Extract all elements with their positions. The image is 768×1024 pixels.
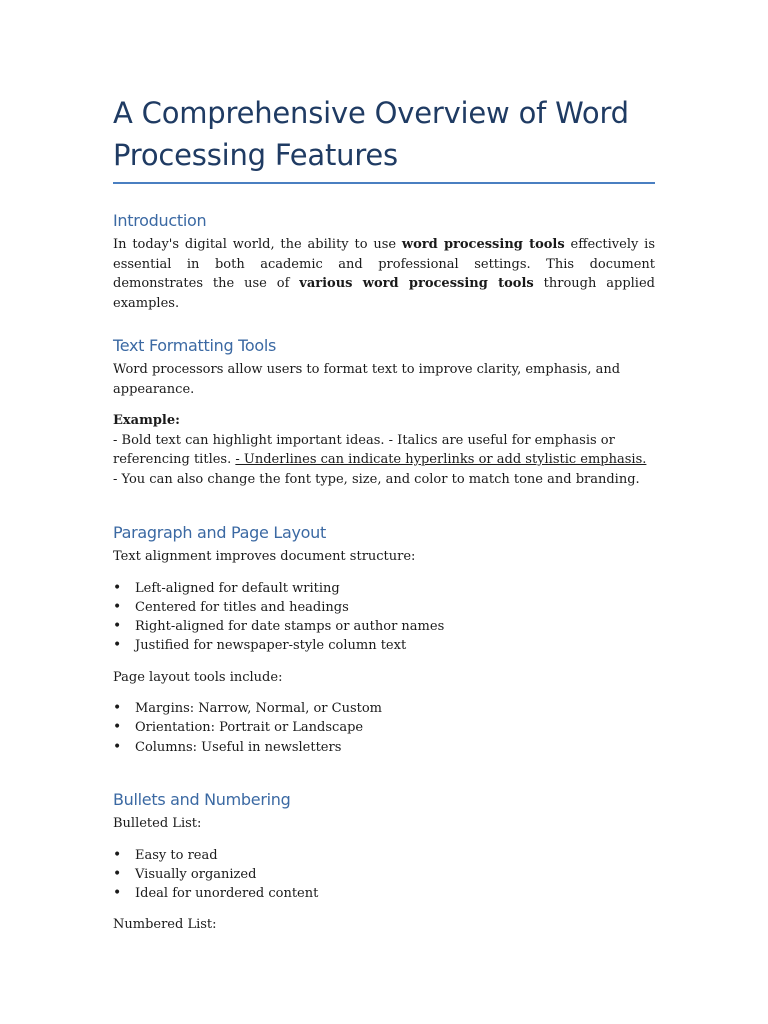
list-item-text: Ideal for unordered content — [135, 886, 319, 902]
example-line-2: - You can also change the font type, size, and color to match tone and branding. — [113, 471, 640, 487]
heading-layout: Paragraph and Page Layout — [113, 523, 326, 542]
list-item-text: Left-aligned for default writing — [135, 580, 340, 596]
heading-text-formatting: Text Formatting Tools — [113, 336, 277, 355]
alignment-list — [113, 579, 655, 656]
document-title: A Comprehensive Overview of Word Processing Features — [113, 92, 655, 184]
list-item-text: Columns: Useful in newsletters — [135, 739, 342, 755]
page-tools-list — [113, 699, 655, 757]
bullet-icon: • — [113, 865, 122, 882]
bullet-icon: • — [113, 846, 122, 863]
heading-introduction: Introduction — [113, 211, 207, 230]
list-item — [113, 884, 655, 903]
list-item-text: Justified for newspaper-style column text — [135, 638, 407, 654]
list-item — [113, 865, 655, 884]
list-item-text: Easy to read — [135, 847, 218, 863]
intro-bold-2: various word processing tools — [299, 276, 534, 291]
heading-bullets-numbering: Bullets and Numbering — [113, 790, 291, 810]
intro-text-3: through applied examples. — [113, 276, 655, 311]
example-label: Example: — [113, 413, 180, 428]
list-item — [113, 579, 655, 598]
bullet-icon: • — [113, 579, 122, 596]
intro-paragraph — [113, 235, 655, 313]
list-item-text: Right-aligned for date stamps or author names — [135, 619, 445, 635]
list-item-text: Orientation: Portrait or Landscape — [135, 720, 364, 736]
intro-text-1: In today's digital world, the ability to use — [113, 237, 402, 252]
text-formatting-description: Word processors allow users to format text to improve clarity, emphasis, and appearance. — [113, 362, 621, 397]
bulleted-list — [113, 846, 655, 904]
list-item — [113, 738, 655, 757]
list-item-text: Margins: Narrow, Normal, or Custom — [135, 701, 382, 717]
list-item-text: Visually organized — [135, 866, 257, 882]
example-line-1: - Bold text can highlight important ideas. - Italics are useful for emphasis or referencing titles. — [113, 432, 615, 467]
bullet-icon: • — [113, 598, 122, 615]
bullet-icon: • — [113, 637, 122, 654]
example-underlined: - Underlines can indicate hyperlinks or add stylistic emphasis. — [235, 452, 647, 467]
text-formatting-example — [113, 411, 655, 489]
bullet-icon: • — [113, 738, 122, 755]
list-item — [113, 846, 655, 865]
bullet-icon: • — [113, 700, 122, 717]
bullet-icon: • — [113, 719, 122, 736]
document-page — [113, 92, 655, 935]
list-item-text: Centered for titles and headings — [135, 599, 349, 615]
list-item — [113, 636, 655, 655]
page-tools-intro: Page layout tools include: — [113, 669, 283, 685]
bullet-icon: • — [113, 618, 122, 635]
intro-bold-1: word processing tools — [401, 237, 565, 252]
numbered-list-label: Numbered List: — [113, 917, 217, 933]
bulleted-list-label: Bulleted List: — [113, 816, 202, 832]
list-item — [113, 699, 655, 718]
list-item — [113, 617, 655, 636]
bullet-icon: • — [113, 885, 122, 902]
intro-text-2: effectively is essential in both academic and professional settings. This document demonstrates the use of — [113, 237, 655, 291]
list-item — [113, 718, 655, 737]
list-item — [113, 598, 655, 617]
alignment-intro: Text alignment improves document structure: — [113, 549, 416, 564]
